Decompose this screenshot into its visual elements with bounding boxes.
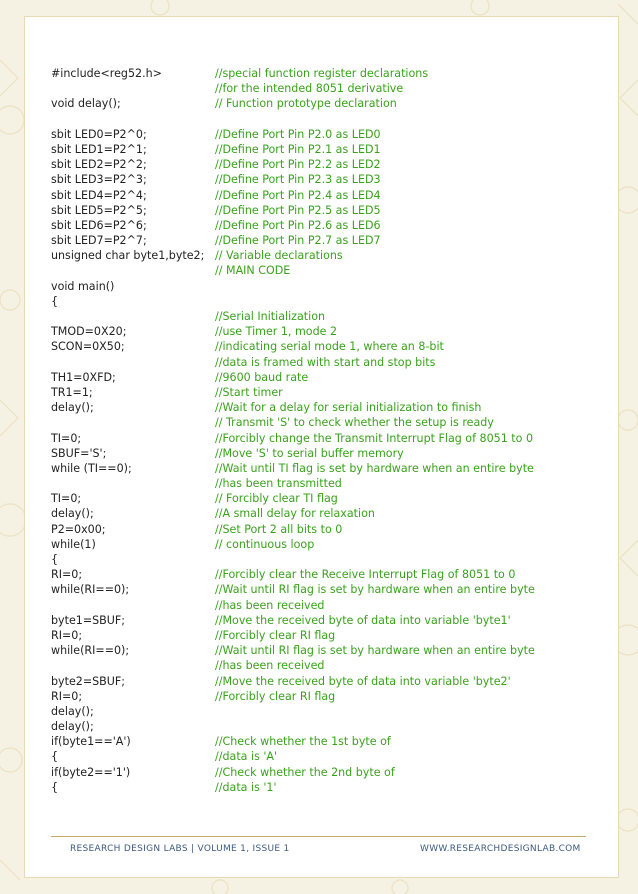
code-statement: TH1=0XFD; — [51, 370, 116, 384]
code-line — [51, 446, 611, 461]
code-comment: //data is framed with start and stop bits — [215, 355, 436, 369]
code-statement: delay(); — [51, 704, 94, 718]
code-line — [51, 719, 611, 734]
code-comment: //has been transmitted — [215, 477, 342, 491]
code-statement: unsigned char byte1,byte2; — [51, 249, 205, 263]
code-statement: sbit LED7=P2^7; — [51, 234, 147, 248]
code-comment: //9600 baud rate — [215, 370, 309, 384]
code-line — [51, 780, 611, 795]
code-line — [51, 537, 611, 552]
code-comment: //has been received — [215, 598, 325, 612]
code-statement: sbit LED4=P2^4; — [51, 188, 147, 202]
code-statement: byte2=SBUF; — [51, 674, 126, 688]
code-comment: // continuous loop — [215, 537, 315, 551]
code-line — [51, 415, 611, 430]
code-statement: SBUF='S'; — [51, 446, 107, 460]
code-line — [51, 233, 611, 248]
code-comment: //Wait until RI flag is set by hardware when an entire byte — [215, 583, 535, 597]
code-line — [51, 218, 611, 233]
code-line — [51, 431, 611, 446]
code-statement: { — [51, 294, 59, 308]
code-line — [51, 355, 611, 370]
code-line — [51, 81, 611, 96]
code-line — [51, 749, 611, 764]
code-line — [51, 704, 611, 719]
code-line — [51, 172, 611, 187]
code-listing — [51, 66, 611, 795]
code-line — [51, 613, 611, 628]
code-comment: //Forcibly clear RI flag — [215, 628, 336, 642]
code-comment: //Wait until RI flag is set by hardware when an entire byte — [215, 644, 535, 658]
code-statement: sbit LED2=P2^2; — [51, 158, 147, 172]
code-statement: delay(); — [51, 720, 94, 734]
code-comment: //for the intended 8051 derivative — [215, 82, 404, 96]
code-statement: byte1=SBUF; — [51, 613, 126, 627]
code-statement: if(byte1=='A') — [51, 735, 131, 749]
code-line — [51, 112, 611, 127]
code-line — [51, 248, 611, 263]
code-statement: SCON=0X50; — [51, 340, 125, 354]
footer-divider — [51, 836, 586, 837]
code-comment: //has been received — [215, 659, 325, 673]
code-statement: { — [51, 553, 59, 566]
footer-publication: RESEARCH DESIGN LABS | VOLUME 1, ISSUE 1 — [70, 844, 290, 854]
code-statement: void main() — [51, 279, 115, 293]
code-comment: //Forcibly change the Transmit Interrupt Flag of 8051 to 0 — [215, 431, 534, 445]
code-comment: //data is '1' — [215, 780, 277, 794]
code-statement: while (TI==0); — [51, 461, 132, 475]
code-statement: sbit LED6=P2^6; — [51, 218, 147, 232]
code-line — [51, 598, 611, 613]
code-line — [51, 339, 611, 354]
code-comment: //Define Port Pin P2.1 as LED1 — [215, 142, 381, 156]
code-comment: //indicating serial mode 1, where an 8-bit — [215, 340, 444, 354]
code-line — [51, 567, 611, 582]
code-comment: //Wait for a delay for serial initialization to finish — [215, 401, 482, 415]
code-statement: RI=0; — [51, 628, 83, 642]
code-comment: //Check whether the 2nd byte of — [215, 765, 395, 779]
code-comment: //Check whether the 1st byte of — [215, 735, 391, 749]
code-comment: // Function prototype declaration — [215, 97, 397, 111]
code-line — [51, 279, 611, 294]
code-statement: while(1) — [51, 537, 96, 551]
code-line — [51, 628, 611, 643]
code-statement: if(byte2=='1') — [51, 765, 131, 779]
code-comment: //Define Port Pin P2.4 as LED4 — [215, 188, 381, 202]
code-line — [51, 263, 611, 278]
code-comment: //Define Port Pin P2.3 as LED3 — [215, 173, 381, 187]
code-comment: //Define Port Pin P2.2 as LED2 — [215, 158, 381, 172]
code-line — [51, 203, 611, 218]
code-comment: //Start timer — [215, 385, 283, 399]
code-line — [51, 765, 611, 780]
code-line — [51, 506, 611, 521]
code-statement: P2=0x00; — [51, 522, 106, 536]
code-comment: //Serial Initialization — [215, 310, 326, 323]
code-line — [51, 142, 611, 157]
code-line — [51, 385, 611, 400]
code-comment: //Define Port Pin P2.6 as LED6 — [215, 218, 381, 232]
code-comment: //Define Port Pin P2.0 as LED0 — [215, 127, 381, 141]
code-comment: //use Timer 1, mode 2 — [215, 325, 338, 339]
code-comment: //Move the received byte of data into variable 'byte1' — [215, 613, 511, 627]
code-line — [51, 188, 611, 203]
code-line — [51, 491, 611, 506]
code-line — [51, 552, 611, 567]
code-statement: RI=0; — [51, 568, 83, 582]
code-comment: //Forcibly clear RI flag — [215, 689, 336, 703]
code-line — [51, 643, 611, 658]
code-comment: //Define Port Pin P2.7 as LED7 — [215, 234, 381, 248]
code-comment: //Move the received byte of data into variable 'byte2' — [215, 674, 511, 688]
code-line — [51, 689, 611, 704]
code-statement: TI=0; — [51, 431, 82, 445]
code-line — [51, 324, 611, 339]
code-comment: //special function register declarations — [215, 67, 429, 80]
code-line — [51, 157, 611, 172]
code-line — [51, 582, 611, 597]
code-statement: sbit LED5=P2^5; — [51, 203, 147, 217]
code-comment: //Move 'S' to serial buffer memory — [215, 446, 404, 460]
code-statement: while(RI==0); — [51, 644, 130, 658]
code-statement: delay(); — [51, 401, 94, 415]
code-comment: //Wait until TI flag is set by hardware when an entire byte — [215, 461, 534, 475]
code-line — [51, 522, 611, 537]
code-statement: { — [51, 780, 59, 794]
code-comment: // Transmit 'S' to check whether the setup is ready — [215, 416, 494, 430]
code-line — [51, 674, 611, 689]
code-statement: delay(); — [51, 507, 94, 521]
code-statement: sbit LED1=P2^1; — [51, 142, 147, 156]
code-comment: // Variable declarations — [215, 249, 343, 263]
code-statement: RI=0; — [51, 689, 83, 703]
code-comment: //data is 'A' — [215, 750, 278, 764]
code-statement: TMOD=0X20; — [51, 325, 127, 339]
code-line — [51, 370, 611, 385]
code-line — [51, 66, 611, 81]
code-statement: while(RI==0); — [51, 583, 130, 597]
code-comment: //A small delay for relaxation — [215, 507, 375, 521]
code-line — [51, 734, 611, 749]
code-line — [51, 96, 611, 111]
code-line — [51, 476, 611, 491]
code-statement: sbit LED0=P2^0; — [51, 127, 147, 141]
code-line — [51, 461, 611, 476]
code-statement: sbit LED3=P2^3; — [51, 173, 147, 187]
code-line — [51, 309, 611, 324]
code-comment: // MAIN CODE — [215, 264, 291, 278]
code-statement: { — [51, 750, 59, 764]
footer-website: WWW.RESEARCHDESIGNLAB.COM — [420, 844, 581, 854]
code-line — [51, 658, 611, 673]
code-statement: TI=0; — [51, 492, 82, 506]
code-comment: // Forcibly clear TI flag — [215, 492, 338, 506]
code-line — [51, 294, 611, 309]
code-statement: void delay(); — [51, 97, 121, 111]
code-statement: TR1=1; — [51, 385, 93, 399]
code-comment: //Forcibly clear the Receive Interrupt Flag of 8051 to 0 — [215, 568, 516, 582]
code-line — [51, 400, 611, 415]
code-comment: //Define Port Pin P2.5 as LED5 — [215, 203, 381, 217]
code-line — [51, 127, 611, 142]
code-statement: #include<reg52.h> — [51, 67, 162, 80]
code-comment: //Set Port 2 all bits to 0 — [215, 522, 343, 536]
